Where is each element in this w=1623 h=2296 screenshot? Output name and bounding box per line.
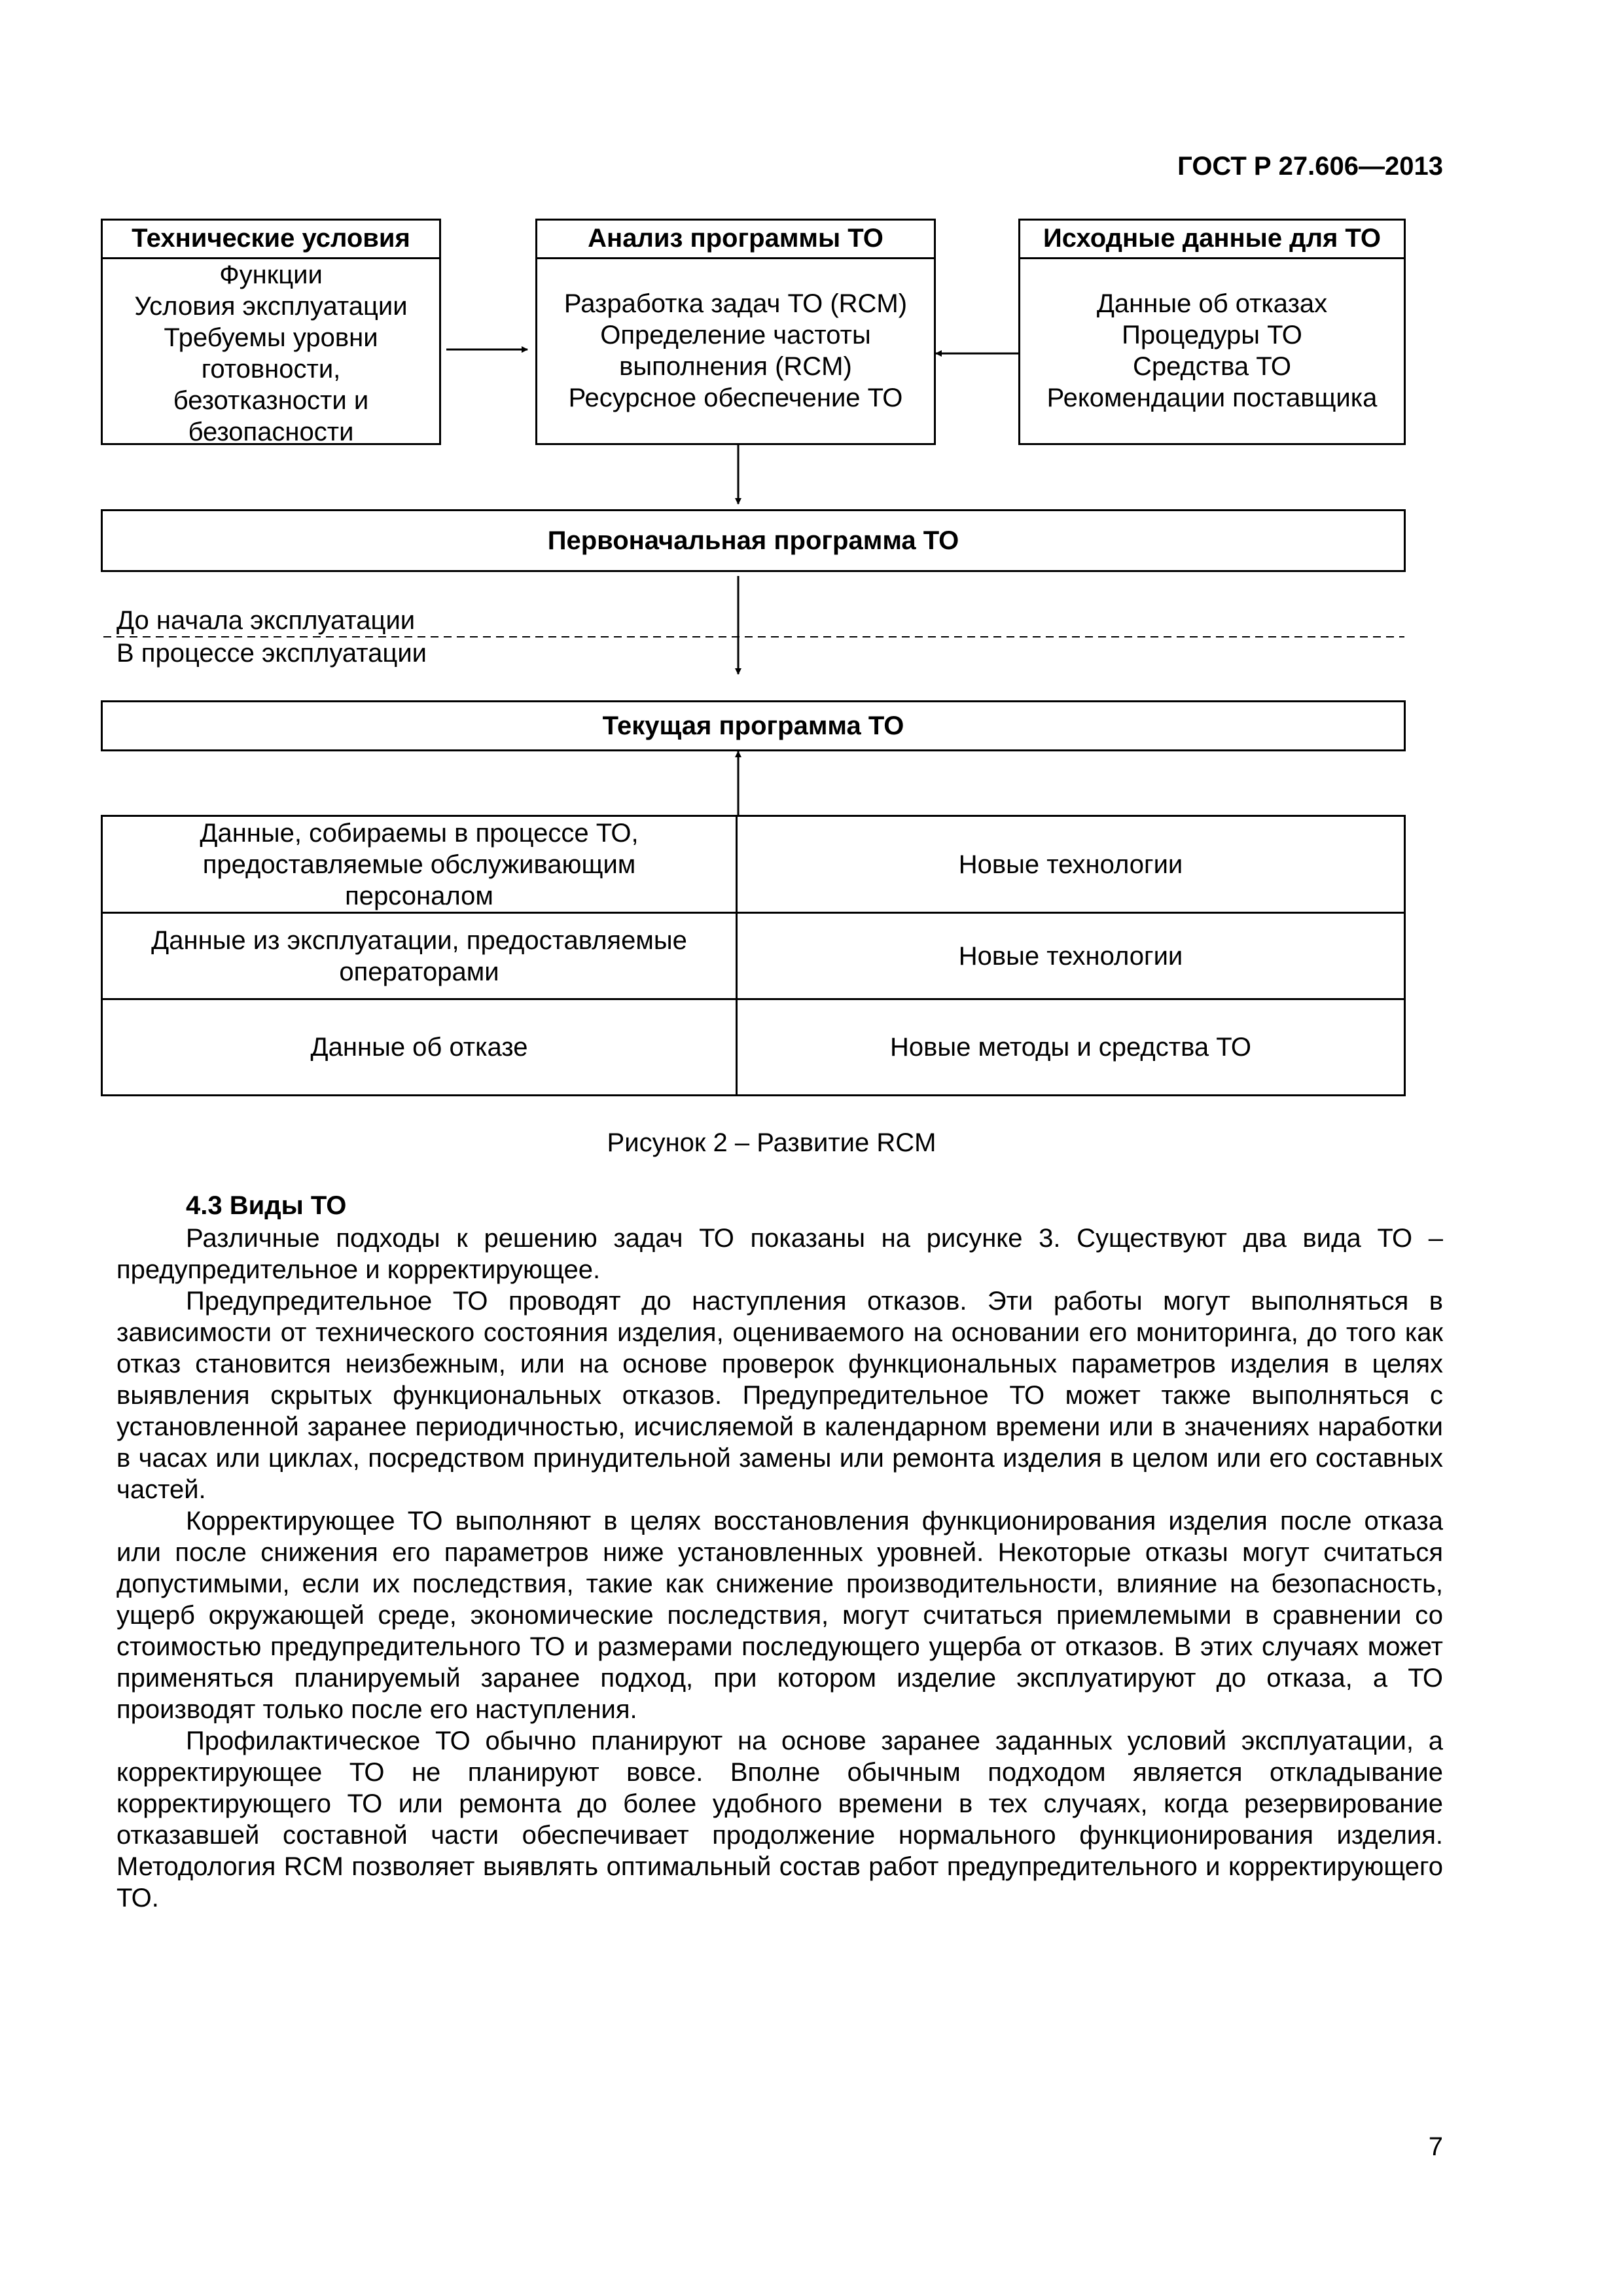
box-technical-specs	[101, 219, 441, 445]
analysis-line: Определение частоты	[600, 321, 871, 350]
document-number: ГОСТ Р 27.606—2013	[1177, 152, 1443, 181]
box-input-data	[1018, 219, 1406, 445]
page-number: 7	[1428, 2132, 1443, 2161]
table-cell-data-source: Данные из эксплуатации, предоставляемые операторами	[103, 914, 738, 1000]
figure-caption: Рисунок 2 – Развитие RCM	[607, 1128, 936, 1157]
specs-line: Условия эксплуатации	[134, 292, 408, 321]
section-heading: 4.3 Виды ТО	[186, 1191, 347, 1220]
body-paragraph: Предупредительное ТО проводят до наступления отказов. Эти работы могут выполняться в зависимости от технического состояния изделия, оцениваемого на основании его мониторинга, до того как отказ становится неизбежным, или на основе проверок функциональных параметров изделия в целях выявления скрытых функциональных отказов. Предупредительное ТО может также выполняться с установленной заранее периодичностью, исчисляемой в календарном времени или в значениях наработки в часах или циклах, посредством принудительной замены или ремонта изделия в целом или его составных частей.	[116, 1287, 1443, 1504]
phase-during-operation: В процессе эксплуатации	[116, 639, 427, 668]
specs-line: безотказности и	[173, 386, 369, 415]
specs-line: Функции	[219, 260, 323, 289]
initial-program-banner: Первоначальная программа ТО	[101, 509, 1406, 572]
table-cell-data-source: Данные, собираемы в процессе ТО, предоставляемые обслуживающим персоналом	[103, 817, 738, 914]
data-sources-table	[101, 815, 1406, 1096]
specs-line: Требуемы уровни	[164, 323, 378, 352]
specs-line: безопасности	[188, 418, 354, 446]
phase-before-operation: До начала эксплуатации	[116, 606, 416, 635]
box-input-data-title: Исходные данные для ТО	[1020, 221, 1404, 259]
analysis-line: Разработка задач ТО (RCM)	[563, 289, 908, 318]
current-program-banner: Текущая программа ТО	[101, 700, 1406, 751]
inputs-line: Процедуры ТО	[1122, 321, 1302, 350]
table-cell-improvement: Новые технологии	[738, 817, 1404, 914]
table-cell-data-source: Данные об отказе	[103, 1000, 738, 1094]
body-paragraph: Корректирующее ТО выполняют в целях восстановления функционирования изделия после отказа или после снижения его параметров ниже установленных уровней. Некоторые отказы могут считаться допустимыми, если их последствия, такие как снижение производительности, влияние на безопасность, ущерб окружающей среде, экономические последствия, могут считаться приемлемыми в сравнении со стоимостью предупредительного ТО и размерами последующего ущерба от отказов. В этих случаях может применяться планируемый заранее подход, при котором изделие эксплуатируют до отказа, а ТО производят только после его наступления.	[116, 1507, 1443, 1724]
inputs-line: Средства ТО	[1132, 352, 1292, 381]
inputs-line: Рекомендации поставщика	[1046, 384, 1378, 412]
analysis-line: выполнения (RCM)	[619, 352, 852, 381]
body-paragraph: Профилактическое ТО обычно планируют на основе заранее заданных условий эксплуатации, а корректирующее ТО не планируют вовсе. Вполне обычным подходом является откладывание корректирующего ТО или ремонта до более удобного времени в тех случаях, когда резервирование отказавшей составной части обеспечивает продолжение нормального функционирования изделия. Методология RCM позволяет выявлять оптимальный состав работ предупредительного и корректирующего ТО.	[116, 1727, 1443, 1912]
inputs-line: Данные об отказах	[1096, 289, 1328, 318]
specs-line: готовности,	[201, 355, 341, 384]
table-cell-improvement: Новые методы и средства ТО	[890, 1033, 1251, 1062]
box-program-analysis	[535, 219, 936, 445]
analysis-line: Ресурсное обеспечение ТО	[568, 384, 903, 412]
box-technical-specs-title: Технические условия	[103, 221, 439, 259]
box-program-analysis-title: Анализ программы ТО	[537, 221, 934, 259]
table-cell-improvement: Новые технологии	[738, 914, 1404, 1000]
body-paragraph: Различные подходы к решению задач ТО показаны на рисунке 3. Существуют два вида ТО – предупредительное и корректирующее.	[116, 1224, 1443, 1284]
